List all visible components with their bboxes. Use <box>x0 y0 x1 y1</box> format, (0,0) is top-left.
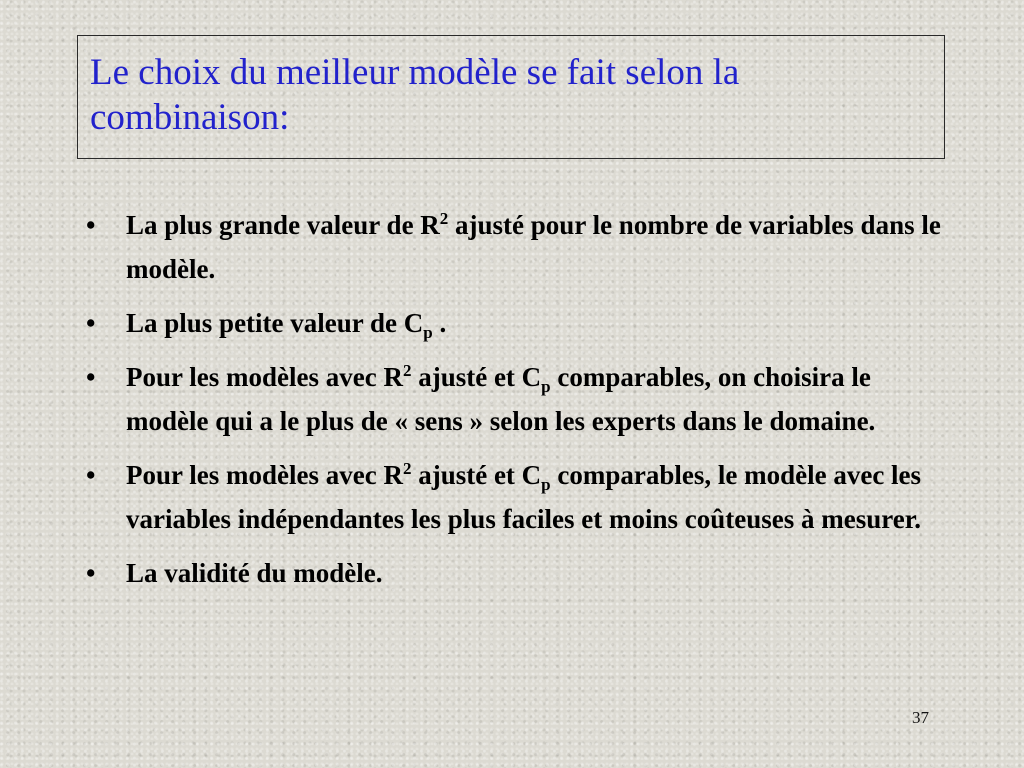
bullet-marker: • <box>86 362 96 392</box>
slide-title: Le choix du meilleur modèle se fait selon la combinaison: <box>90 52 740 138</box>
bullet-text: La validité du modèle. <box>126 558 383 588</box>
bullet-item <box>84 355 944 443</box>
bullet-text: Pour les modèles avec $R^2$ ajusté et $C_p$ comparables, on choisira le modèle qui a le plus de « sens » selon les experts dans le domaine. <box>126 361 876 436</box>
bullet-item <box>84 551 944 595</box>
title-box <box>77 35 945 159</box>
bullet-marker: • <box>86 210 96 240</box>
bullet-marker: • <box>86 558 96 588</box>
bullet-marker: • <box>86 308 96 338</box>
superscript: 2 <box>402 459 412 478</box>
superscript: 2 <box>439 209 449 228</box>
bullet-marker: • <box>86 460 96 490</box>
bullet-list <box>84 203 944 605</box>
subscript: p <box>423 323 433 342</box>
bullet-item <box>84 453 944 541</box>
bullet-text: Pour les modèles avec $R^2$ ajusté et $C_p$ comparables, le modèle avec les variables indépendantes les plus faciles et moins coûteuses à mesurer. <box>126 459 922 534</box>
bullet-item <box>84 301 944 345</box>
bullet-text: La plus petite valeur de $C_p$ . <box>126 308 447 342</box>
page-number: 37 <box>912 708 929 727</box>
bullet-item <box>84 203 944 291</box>
bullet-text: La plus grande valeur de $R^2$ ajusté pour le nombre de variables dans le modèle. <box>126 209 941 284</box>
superscript: 2 <box>402 361 412 380</box>
subscript: p <box>541 377 551 396</box>
subscript: p <box>541 475 551 494</box>
